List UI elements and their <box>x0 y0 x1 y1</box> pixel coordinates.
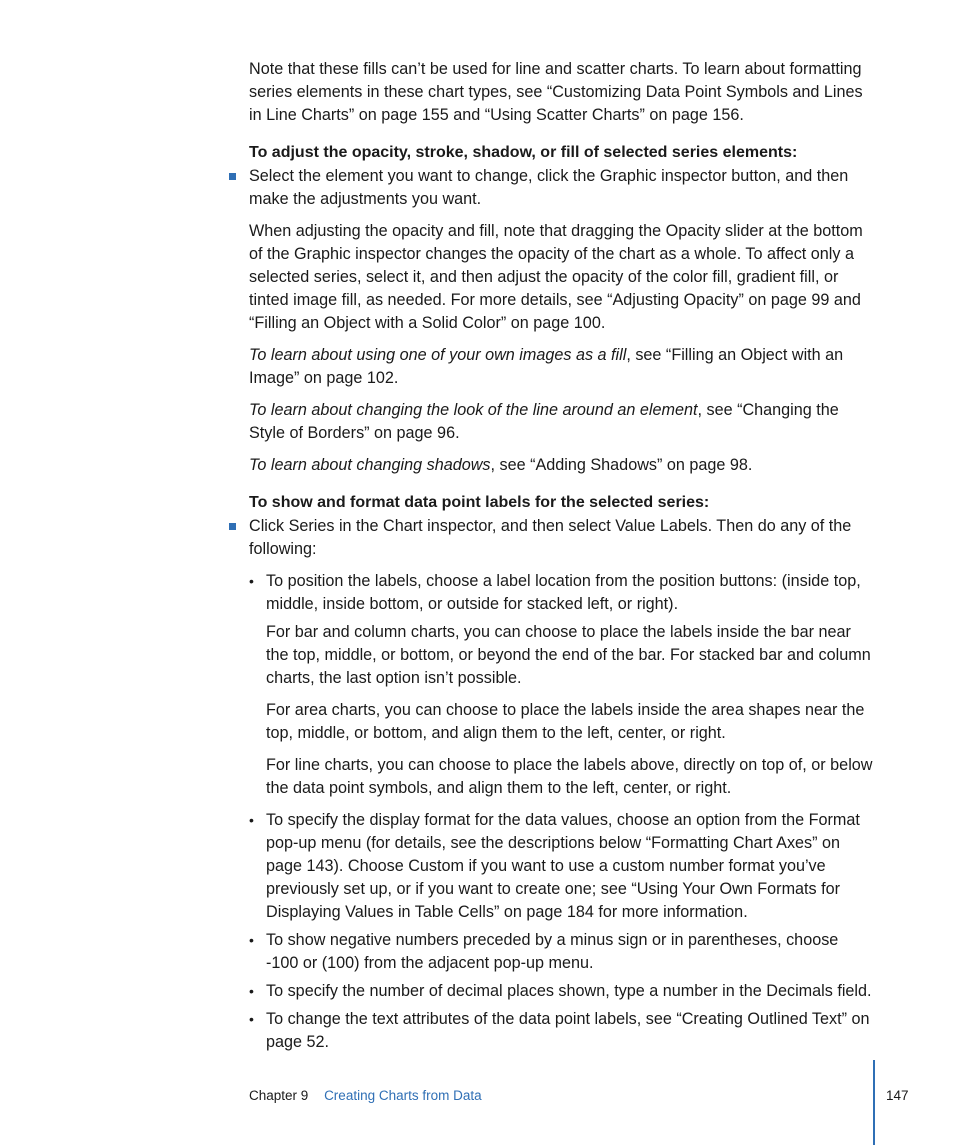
bullet-list <box>249 570 874 1054</box>
list-item <box>249 929 874 975</box>
step-text: Select the element you want to change, click the Graphic inspector button, and then make the adjustments you want. <box>249 167 849 208</box>
intro-paragraph: Note that these fills can’t be used for line and scatter charts. To learn about formatting series elements in these chart types, see “Customizing Data Point Symbols and Lines in Line Charts” on page 155 and “Using Scatter Charts” on page 156. <box>249 60 863 124</box>
tip-rest: , see “Adding Shadows” on page 98. <box>490 456 753 474</box>
tip-rest: , see “Filling an Object with an Image” on page 102. <box>249 346 844 387</box>
bullet-dot-icon: • <box>249 573 254 589</box>
list-item <box>249 1008 874 1054</box>
tip-shadows <box>249 454 874 477</box>
page-footer <box>249 1086 482 1106</box>
step-text: Click Series in the Chart inspector, and then select Value Labels. Then do any of the following: <box>249 517 852 558</box>
square-bullet-icon <box>229 523 236 530</box>
tip-borders <box>249 399 874 445</box>
tip-fill-image <box>249 344 874 390</box>
page-body <box>249 58 874 1068</box>
list-item-subpara: For area charts, you can choose to place the labels inside the area shapes near the top, middle, or bottom, and align them to the left, center, or right. <box>266 701 865 742</box>
list-item-text: To change the text attributes of the data point labels, see “Creating Outlined Text” on page 52. <box>266 1010 870 1051</box>
tip-rest: , see “Changing the Style of Borders” on page 96. <box>249 401 839 442</box>
step-item <box>249 515 874 561</box>
bullet-dot-icon: • <box>249 1011 254 1027</box>
tip-italic: To learn about changing shadows <box>249 456 491 474</box>
footer-divider <box>873 1060 875 1145</box>
chapter-label: Chapter 9 <box>249 1088 309 1103</box>
section-heading-opacity: To adjust the opacity, stroke, shadow, or fill of selected series elements: <box>249 144 798 161</box>
bullet-dot-icon: • <box>249 983 254 999</box>
list-item-text: To specify the number of decimal places shown, type a number in the Decimals field. <box>266 982 872 1000</box>
tip-italic: To learn about using one of your own images as a fill <box>249 346 627 364</box>
tip-italic: To learn about changing the look of the line around an element <box>249 401 698 419</box>
list-item-text: To specify the display format for the data values, choose an option from the Format pop-up menu (for details, see the descriptions below “Formatting Chart Axes” on page 143). Choose Custom if you want to use a custom number format you’ve previously set up, or if you want to create one; see “Using Your Own Formats for Displaying Values in Table Cells” on page 184 for more information. <box>266 811 860 921</box>
step-item <box>249 165 874 211</box>
list-item-text: To show negative numbers preceded by a minus sign or in parentheses, choose -100 or (100) from the adjacent pop-up menu. <box>266 931 839 972</box>
list-item-subpara: For bar and column charts, you can choose to place the labels inside the bar near the top, middle, or bottom, or beyond the end of the bar. For stacked bar and column charts, the last option isn’t possible. <box>266 623 871 687</box>
bullet-dot-icon: • <box>249 932 254 948</box>
list-item <box>249 570 874 800</box>
page-number: 147 <box>886 1088 909 1103</box>
chapter-title-link[interactable]: Creating Charts from Data <box>324 1088 482 1103</box>
list-item-subpara: For line charts, you can choose to place the labels above, directly on top of, or below the data point symbols, and align them to the left, center, or right. <box>266 756 873 797</box>
list-item <box>249 809 874 924</box>
list-item-text: To position the labels, choose a label location from the position buttons: (inside top, middle, inside bottom, or outside for stacked left, or right). <box>266 572 861 613</box>
square-bullet-icon <box>229 173 236 180</box>
opacity-paragraph: When adjusting the opacity and fill, note that dragging the Opacity slider at the bottom of the Graphic inspector changes the opacity of the chart as a whole. To affect only a selected series, select it, and then adjust the opacity of the color fill, gradient fill, or tinted image fill, as needed. For more details, see “Adjusting Opacity” on page 99 and “Filling an Object with a Solid Color” on page 100. <box>249 222 863 332</box>
section-heading-labels: To show and format data point labels for the selected series: <box>249 494 710 511</box>
list-item <box>249 980 874 1003</box>
bullet-dot-icon: • <box>249 812 254 828</box>
